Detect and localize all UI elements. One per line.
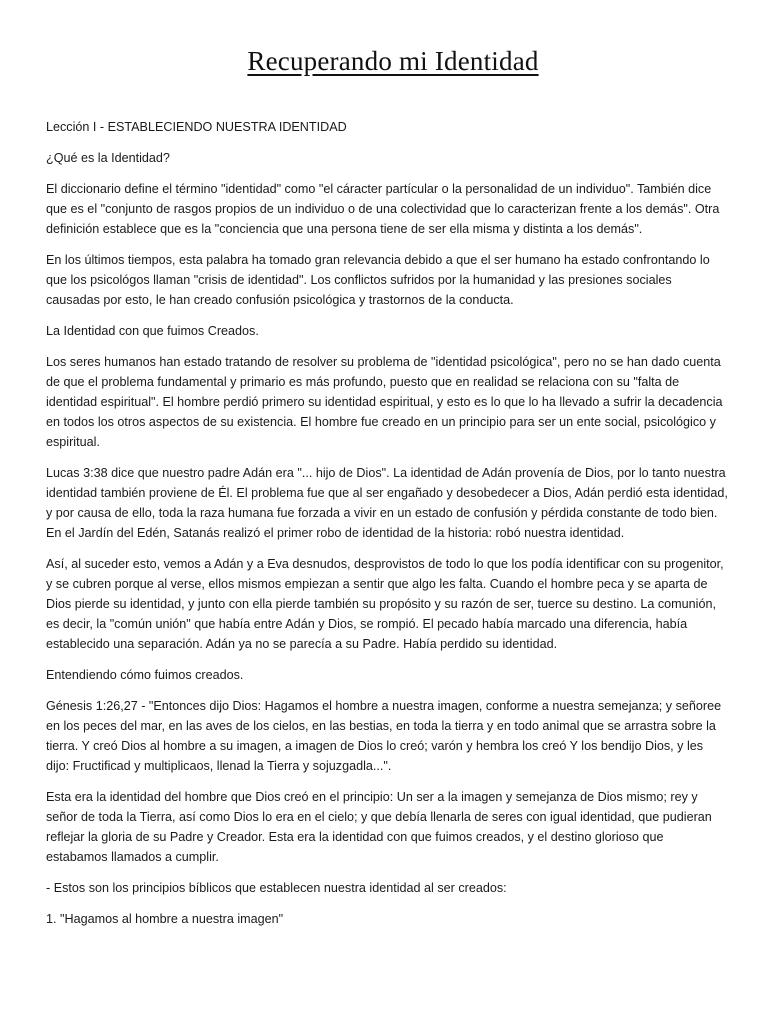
paragraph-principles-intro: - Estos son los principios bíblicos que establecen nuestra identidad al ser creados: (46, 881, 507, 895)
lesson-heading: Lección I - ESTABLECIENDO NUESTRA IDENTIDAD (46, 120, 347, 134)
principle-item-1: 1. "Hagamos al hombre a nuestra imagen" (46, 912, 284, 926)
document-body (46, 117, 728, 929)
paragraph-definition: El diccionario define el término "identidad" como "el cáracter partícular o la personalidad de un individuo". También dice que es el "conjunto de rasgos propios de un individuo o de una colectividad que lo caracterizan frente a los demás". Otra definición establece que es la "conciencia que una persona tiene de ser ella misma y distinta a los demás". (46, 182, 720, 236)
paragraph-genesis: Génesis 1:26,27 - "Entonces dijo Dios: Hagamos el hombre a nuestra imagen, conforme a nuestra semejanza; y señoree en los peces del mar, en las aves de los cielos, en las bestias, en toda la tierra y en todo animal que se arrastra sobre la tierra. Y creó Dios al hombre a su imagen, a imagen de Dios lo creó; varón y hembra los creó Y los bendijo Dios, y les dijo: Fructificad y multiplicaos, llenad la Tierra y sojuzgadla...". (46, 699, 722, 773)
section-heading-created: La Identidad con que fuimos Creados. (46, 324, 259, 338)
paragraph-lucas: Lucas 3:38 dice que nuestro padre Adán era "... hijo de Dios". La identidad de Adán provenía de Dios, por lo tanto nuestra identidad también proviene de Él. El problema fue que al ser engañado y desobedecer a Dios, Adán perdió esta identidad, y por causa de ello, toda la raza humana fue forzada a vivir en un estado de confusión y pérdida constante de todo bien. En el Jardín del Edén, Satanás realizó el primer robo de identidad de la historia: robó nuestra identidad. (46, 466, 728, 540)
section-question: ¿Qué es la Identidad? (46, 151, 170, 165)
paragraph-identity-origin: Esta era la identidad del hombre que Dios creó en el principio: Un ser a la imagen y semejanza de Dios mismo; rey y señor de toda la Tierra, así como Dios lo era en el cielo; y que debía llenarla de seres con igual identidad, que pudieran reflejar la gloria de su Padre y Creador. Esta era la identidad con que fuimos creados, y el destino glorioso que estabamos llamados a cumplir. (46, 790, 712, 864)
paragraph-spiritual: Los seres humanos han estado tratando de resolver su problema de "identidad psicológica", pero no se han dado cuenta de que el problema fundamental y primario es más profundo, puesto que en realidad se relaciona con su "falta de identidad espiritual". El hombre perdió primero su identidad espiritual, y esto es lo que lo ha llevado a sufrir la decadencia en todos los otros aspectos de su existencia. El hombre fue creado en un principio para ser un ente social, psicológico y espiritual. (46, 355, 723, 449)
paragraph-crisis: En los últimos tiempos, esta palabra ha tomado gran relevancia debido a que el ser humano ha estado confrontando lo que los psicológos llaman "crisis de identidad". Los conflictos sufridos por la humanidad y las presiones sociales causadas por esto, le han creado confusión psicológica y trastornos de la conducta. (46, 253, 710, 307)
document-title: Recuperando mi Identidad (247, 46, 539, 76)
section-heading-understanding: Entendiendo cómo fuimos creados. (46, 668, 244, 682)
paragraph-adan-eva: Así, al suceder esto, vemos a Adán y a Eva desnudos, desprovistos de todo lo que los podía identificar con su progenitor, y se cubren porque al verse, ellos mismos empiezan a sentir que algo les falta. Cuando el hombre peca y se aparta de Dios pierde su identidad, y junto con ella pierde también su propósito y su razón de ser, tuerce su destino. La comunión, es decir, la "común unión" que había entre Adán y Dios, se rompió. El pecado había marcado una diferencia, había establecido una separación. Adán ya no se parecía a su Padre. Había perdido su identidad. (46, 557, 724, 651)
